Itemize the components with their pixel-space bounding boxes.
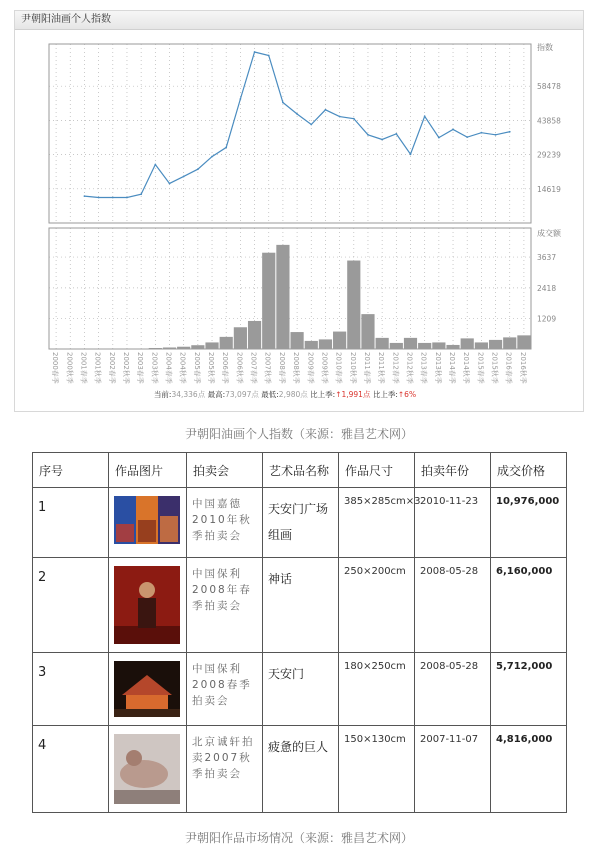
line-point bbox=[112, 197, 114, 199]
x-tick-label: 2006秋季 bbox=[235, 352, 244, 384]
artwork-thumbnail bbox=[114, 734, 180, 804]
x-tick-label: 2004秋季 bbox=[178, 352, 187, 384]
current-value: 34,336点 bbox=[171, 390, 206, 399]
market-caption: 尹朝阳作品市场情况（来源：雅昌艺术网） bbox=[184, 831, 413, 845]
line-point bbox=[495, 134, 497, 136]
x-tick-label: 2002春季 bbox=[107, 352, 116, 384]
row-number: 1 bbox=[33, 488, 109, 558]
hammer-price: 10,976,000 bbox=[491, 488, 567, 558]
artwork-thumbnail bbox=[114, 566, 180, 644]
line-point bbox=[126, 197, 128, 199]
table-header-row bbox=[33, 453, 567, 488]
bar bbox=[475, 342, 488, 349]
artwork-size: 385×285cm×3 bbox=[339, 488, 415, 558]
line-point bbox=[268, 55, 270, 57]
x-tick-label: 2001秋季 bbox=[93, 352, 102, 384]
y-tick-label: 3637 bbox=[537, 253, 557, 263]
line-point bbox=[466, 136, 468, 138]
line-point bbox=[239, 98, 241, 100]
table-row bbox=[33, 726, 567, 813]
prev-index-value: ↑1,991点 bbox=[335, 390, 371, 399]
x-tick-label: 2003春季 bbox=[136, 352, 145, 384]
auction-name: 中国保利2008春季拍卖会 bbox=[187, 653, 263, 726]
line-point bbox=[211, 156, 213, 158]
x-tick-label: 2006春季 bbox=[221, 352, 230, 384]
bar bbox=[390, 343, 403, 349]
y-tick-label: 2418 bbox=[537, 283, 557, 293]
high-label: 最高: bbox=[207, 390, 226, 399]
artwork-title: 疲惫的巨人 bbox=[263, 726, 339, 813]
line-point bbox=[84, 195, 86, 197]
x-tick-label: 2009秋季 bbox=[320, 352, 329, 384]
bar bbox=[191, 345, 204, 349]
header-cell: 拍卖会 bbox=[187, 453, 263, 488]
line-point bbox=[424, 115, 426, 117]
bar bbox=[220, 337, 233, 349]
x-tick-label: 2007秋季 bbox=[263, 352, 272, 384]
x-tick-label: 2008秋季 bbox=[292, 352, 301, 384]
bar bbox=[205, 342, 218, 349]
artwork-size: 250×200cm bbox=[339, 558, 415, 653]
x-tick-label: 2000秋季 bbox=[65, 352, 74, 384]
prev-pct-value: ↑6% bbox=[397, 390, 417, 399]
hammer-price: 4,816,000 bbox=[491, 726, 567, 813]
artwork-title: 神话 bbox=[263, 558, 339, 653]
x-tick-label: 2005秋季 bbox=[207, 352, 216, 384]
bar bbox=[404, 338, 417, 349]
low-value: 2,980点 bbox=[278, 390, 308, 399]
bar bbox=[305, 341, 318, 349]
auction-date: 2008-05-28 bbox=[415, 653, 491, 726]
x-tick-label: 2010秋季 bbox=[348, 352, 357, 384]
x-tick-label: 2015秋季 bbox=[490, 352, 499, 384]
bar bbox=[517, 335, 530, 349]
line-point bbox=[452, 129, 454, 131]
bar bbox=[92, 348, 105, 349]
y-tick-label: 14619 bbox=[537, 184, 561, 194]
index-panel bbox=[14, 10, 584, 412]
bar bbox=[106, 348, 119, 349]
line-point bbox=[197, 168, 199, 170]
low-label: 最低: bbox=[261, 390, 279, 399]
row-number: 4 bbox=[33, 726, 109, 813]
x-tick-label: 2014秋季 bbox=[462, 352, 471, 384]
x-tick-label: 2012春季 bbox=[391, 352, 400, 384]
bar bbox=[432, 342, 445, 349]
y-tick-label: 58478 bbox=[537, 82, 561, 92]
line-point bbox=[395, 133, 397, 135]
artwork-image-cell bbox=[109, 488, 187, 558]
x-tick-label: 2010春季 bbox=[334, 352, 343, 384]
x-tick-label: 2016秋季 bbox=[518, 352, 527, 384]
x-tick-label: 2011秋季 bbox=[377, 352, 386, 384]
x-tick-label: 2013秋季 bbox=[433, 352, 442, 384]
auction-date: 2010-11-23 bbox=[415, 488, 491, 558]
x-tick-label: 2004春季 bbox=[164, 352, 173, 384]
x-tick-label: 2003秋季 bbox=[150, 352, 159, 384]
x-tick-label: 2011春季 bbox=[362, 352, 371, 384]
line-point bbox=[254, 51, 256, 53]
artwork-image-cell bbox=[109, 653, 187, 726]
prev-index-label: 比上季: bbox=[310, 390, 336, 399]
line-point bbox=[410, 153, 412, 155]
x-tick-label: 2002秋季 bbox=[121, 352, 130, 384]
artwork-size: 180×250cm bbox=[339, 653, 415, 726]
x-tick-label: 2012秋季 bbox=[405, 352, 414, 384]
line-point bbox=[98, 197, 100, 199]
bar bbox=[262, 253, 275, 349]
line-point bbox=[480, 132, 482, 134]
bar bbox=[461, 338, 474, 349]
bar bbox=[163, 347, 176, 349]
current-label: 当前: bbox=[153, 390, 172, 399]
panel-title: 尹朝阳油画个人指数 bbox=[15, 11, 583, 30]
header-cell: 作品图片 bbox=[109, 453, 187, 488]
auction-date: 2007-11-07 bbox=[415, 726, 491, 813]
header-cell: 拍卖年份 bbox=[415, 453, 491, 488]
x-tick-label: 2009春季 bbox=[306, 352, 315, 384]
bar bbox=[347, 261, 360, 349]
table-row bbox=[33, 558, 567, 653]
line-point bbox=[296, 113, 298, 115]
bar bbox=[319, 339, 332, 349]
header-cell: 艺术品名称 bbox=[263, 453, 339, 488]
bar bbox=[446, 345, 459, 349]
header-cell: 序号 bbox=[33, 453, 109, 488]
artwork-title: 天安门 bbox=[263, 653, 339, 726]
table-row bbox=[33, 653, 567, 726]
y-tick-label: 1209 bbox=[537, 314, 557, 324]
x-tick-label: 2008春季 bbox=[277, 352, 286, 384]
bar bbox=[376, 338, 389, 349]
x-tick-label: 2014春季 bbox=[448, 352, 457, 384]
index-chart bbox=[15, 30, 583, 410]
line-point bbox=[325, 109, 327, 111]
bar bbox=[177, 347, 190, 349]
artwork-thumbnail bbox=[114, 496, 180, 544]
auction-name: 北京诚轩拍卖2007秋季拍卖会 bbox=[187, 726, 263, 813]
line-point bbox=[339, 116, 341, 118]
table-row bbox=[33, 488, 567, 558]
x-tick-label: 2016春季 bbox=[504, 352, 513, 384]
artwork-image-cell bbox=[109, 726, 187, 813]
line-point bbox=[169, 183, 171, 185]
x-tick-label: 2007春季 bbox=[249, 352, 258, 384]
artwork-image-cell bbox=[109, 558, 187, 653]
bar bbox=[361, 314, 374, 349]
line-point bbox=[183, 176, 185, 178]
auction-date: 2008-05-28 bbox=[415, 558, 491, 653]
y-axis-title: 成交额 bbox=[537, 229, 561, 238]
y-axis-title: 指数 bbox=[537, 43, 553, 52]
stats-line bbox=[154, 389, 416, 399]
line-point bbox=[353, 118, 355, 120]
y-tick-label: 43858 bbox=[537, 116, 561, 126]
bar bbox=[489, 340, 502, 349]
x-tick-label: 2005春季 bbox=[192, 352, 201, 384]
y-tick-label: 29239 bbox=[537, 150, 561, 160]
artwork-title: 天安门广场组画 bbox=[263, 488, 339, 558]
market-table bbox=[32, 452, 567, 813]
bar bbox=[276, 245, 289, 349]
header-cell: 作品尺寸 bbox=[339, 453, 415, 488]
line-point bbox=[367, 134, 369, 136]
artwork-thumbnail bbox=[114, 661, 180, 717]
bar bbox=[248, 321, 261, 349]
auction-name: 中国保利2008年春季拍卖会 bbox=[187, 558, 263, 653]
high-value: 73,097点 bbox=[225, 390, 259, 399]
row-number: 3 bbox=[33, 653, 109, 726]
auction-name: 中国嘉德2010年秋季拍卖会 bbox=[187, 488, 263, 558]
line-point bbox=[381, 139, 383, 141]
line-point bbox=[509, 131, 511, 133]
line-point bbox=[310, 124, 312, 126]
bar bbox=[418, 343, 431, 349]
line-point bbox=[225, 147, 227, 149]
bar bbox=[333, 332, 346, 349]
row-number: 2 bbox=[33, 558, 109, 653]
line-point bbox=[282, 102, 284, 104]
x-tick-label: 2000春季 bbox=[51, 352, 60, 384]
line-point bbox=[154, 164, 156, 166]
hammer-price: 5,712,000 bbox=[491, 653, 567, 726]
hammer-price: 6,160,000 bbox=[491, 558, 567, 653]
bar bbox=[291, 332, 304, 349]
artwork-size: 150×130cm bbox=[339, 726, 415, 813]
line-point bbox=[140, 193, 142, 195]
bar bbox=[149, 348, 162, 349]
x-tick-label: 2001春季 bbox=[79, 352, 88, 384]
prev-pct-label: 比上季: bbox=[372, 390, 398, 399]
index-caption: 尹朝阳油画个人指数（来源：雅昌艺术网） bbox=[184, 427, 413, 441]
line-point bbox=[438, 137, 440, 139]
x-tick-label: 2013春季 bbox=[419, 352, 428, 384]
x-tick-label: 2015春季 bbox=[476, 352, 485, 384]
bar bbox=[234, 327, 247, 349]
bar bbox=[503, 337, 516, 349]
header-cell: 成交价格 bbox=[491, 453, 567, 488]
